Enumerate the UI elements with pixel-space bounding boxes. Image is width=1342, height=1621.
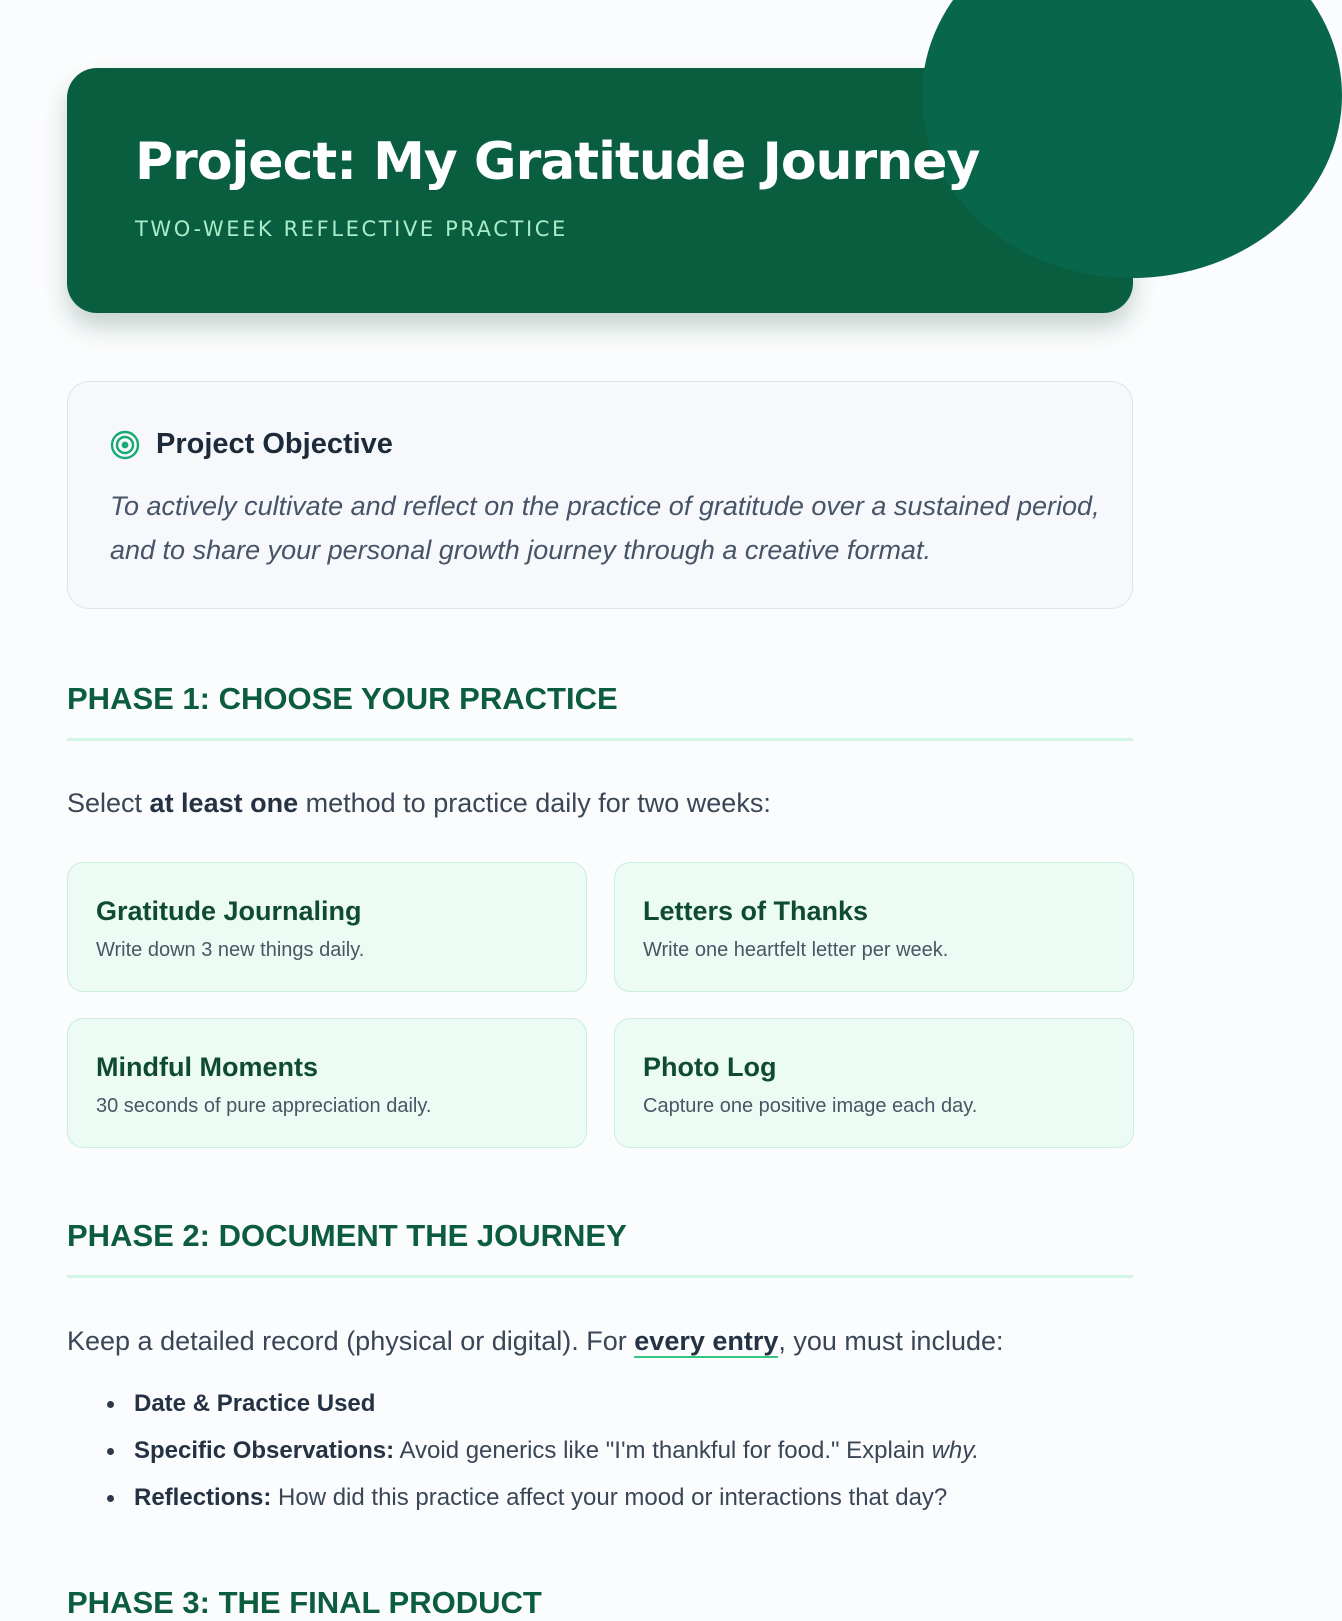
phase-1-title: PHASE 1: CHOOSE YOUR PRACTICE <box>67 681 618 716</box>
requirement-label: Date & Practice Used <box>134 1390 376 1417</box>
list-item <box>67 1427 1133 1474</box>
target-icon <box>110 430 140 460</box>
phase-1-intro-start: Select <box>67 788 150 818</box>
practice-card-mindful-moments[interactable] <box>67 1018 587 1148</box>
requirement-emphasis: why. <box>931 1437 980 1464</box>
page-subtitle: TWO-WEEK REFLECTIVE PRACTICE <box>135 217 568 241</box>
practice-card-title: Letters of Thanks <box>643 896 869 926</box>
phase-1-intro-end: method to practice daily for two weeks: <box>298 788 771 818</box>
objective-title: Project Objective <box>156 428 393 460</box>
phase-2-title: PHASE 2: DOCUMENT THE JOURNEY <box>67 1218 627 1253</box>
list-item <box>67 1380 1133 1427</box>
project-header <box>67 68 1133 313</box>
practice-card-description: Capture one positive image each day. <box>643 1095 978 1117</box>
list-item <box>67 1474 1133 1521</box>
phase-2-divider <box>67 1275 1133 1278</box>
practice-card-title: Photo Log <box>643 1052 777 1082</box>
phase-2-intro <box>67 1326 1004 1357</box>
phase-1-intro-emphasis: at least one <box>149 788 299 818</box>
requirement-text: How did this practice affect your mood or interactions that day? <box>271 1484 948 1511</box>
page-title: Project: My Gratitude Journey <box>135 132 980 192</box>
phase-3-title: PHASE 3: THE FINAL PRODUCT <box>67 1585 542 1620</box>
objective-text: To actively cultivate and reflect on the practice of gratitude over a sustained period, and to share your personal growth journey through a creative format. <box>110 491 1100 565</box>
requirement-text: Avoid generics like "I'm thankful for food." Explain <box>394 1437 932 1464</box>
phase-2-intro-end: , you must include: <box>778 1326 1004 1356</box>
phase-2-intro-emphasis: every entry <box>634 1326 779 1356</box>
practice-card-photo-log[interactable] <box>614 1018 1134 1148</box>
objective-card <box>67 381 1133 609</box>
requirements-list <box>67 1380 1133 1521</box>
requirement-label: Specific Observations: <box>134 1437 395 1464</box>
phase-2-intro-start: Keep a detailed record (physical or digital). For <box>67 1326 635 1356</box>
header-decoration <box>922 0 1342 278</box>
practice-card-description: 30 seconds of pure appreciation daily. <box>96 1095 432 1117</box>
practice-card-gratitude-journaling[interactable] <box>67 862 587 992</box>
phase-1-divider <box>67 738 1133 741</box>
practice-card-title: Mindful Moments <box>96 1052 318 1082</box>
practice-card-letters-of-thanks[interactable] <box>614 862 1134 992</box>
practice-card-description: Write down 3 new things daily. <box>96 939 365 961</box>
practice-card-title: Gratitude Journaling <box>96 896 362 926</box>
phase-1-intro <box>67 788 771 819</box>
practice-card-description: Write one heartfelt letter per week. <box>643 939 949 961</box>
requirement-label: Reflections: <box>134 1484 272 1511</box>
